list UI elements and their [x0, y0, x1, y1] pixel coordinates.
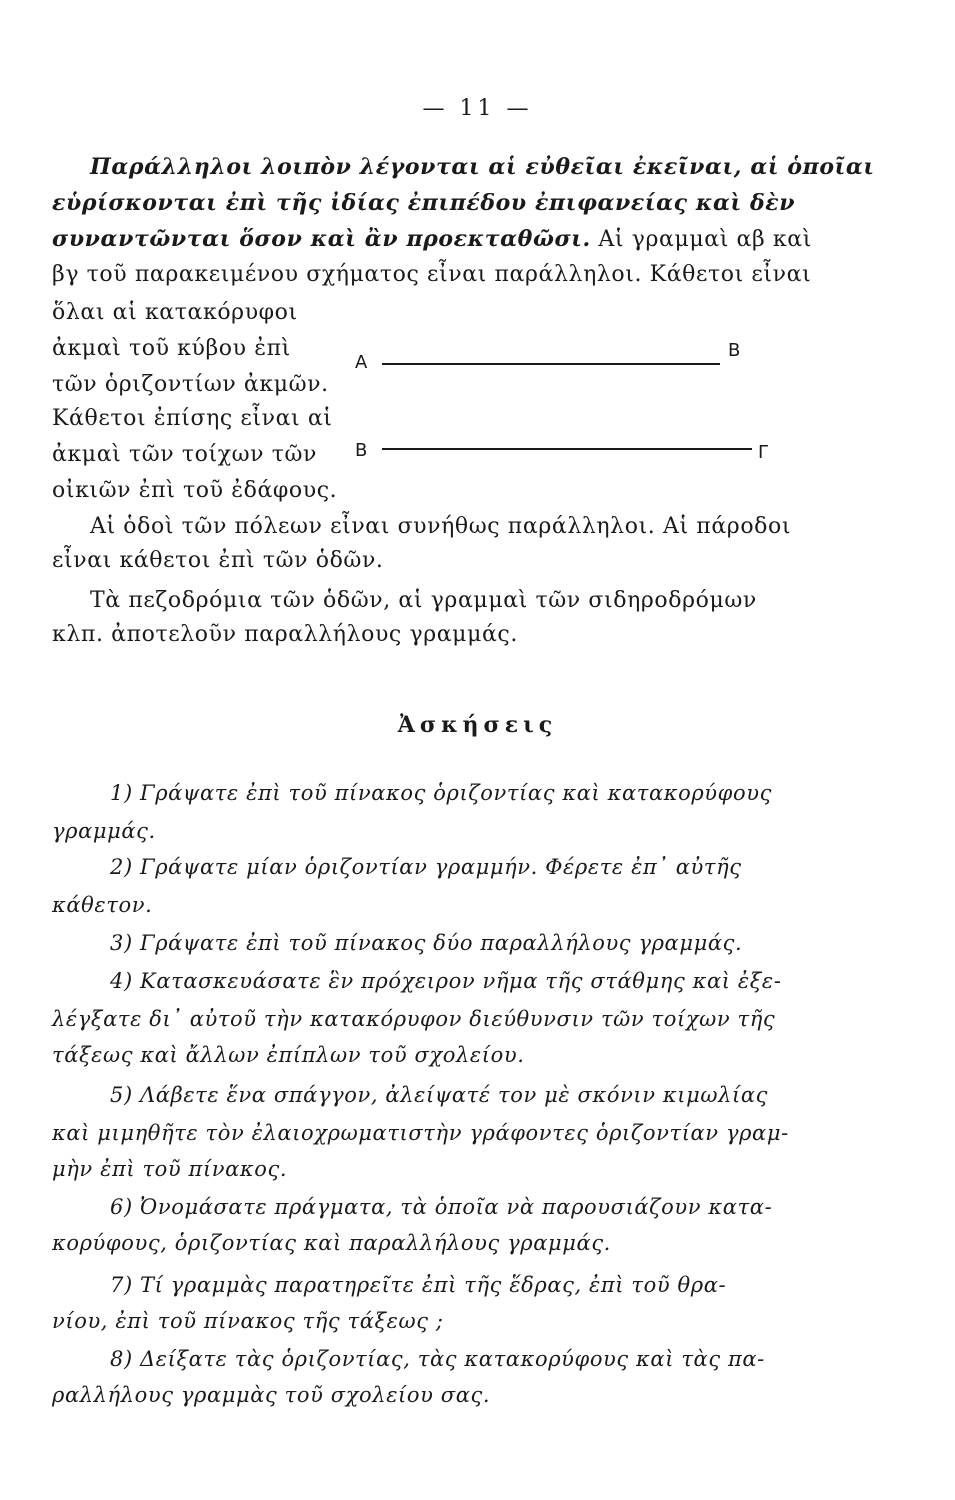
definition-line-5: ὅλαι αἱ κατακόρυφοι	[52, 300, 298, 325]
definition-line-8: Κάθετοι ἐπίσης εἶναι αἱ	[52, 406, 333, 431]
exercise-line-16: 8) Δείξατε τὰς ὁριζοντίας, τὰς κατακορύφους καὶ τὰς πα-	[110, 1347, 765, 1371]
figure-label-bottom-right: Γ	[758, 442, 769, 463]
figure-line-top	[382, 363, 720, 365]
definition-line-10: οἰκιῶν ἐπὶ τοῦ ἐδάφους.	[52, 478, 338, 503]
definition-line-4: βγ τοῦ παρακειμένου σχήματος εἶναι παράλληλοι. Κάθετοι εἶναι	[52, 262, 812, 287]
exercise-line-11: μὴν ἐπὶ τοῦ πίνακος.	[52, 1157, 288, 1181]
definition-line-2: εὑρίσκονται ἐπὶ τῆς ἰδίας ἐπιπέδου ἐπιφανείας καὶ δὲν	[52, 190, 796, 216]
exercise-line-8: τάξεως καὶ ἄλλων ἐπίπλων τοῦ σχολείου.	[52, 1043, 525, 1067]
exercise-line-4: κάθετον.	[52, 893, 153, 917]
figure-label-bottom-left: Β	[355, 440, 368, 461]
definition-line-7: τῶν ὁριζοντίων ἀκμῶν.	[52, 372, 329, 397]
figure-label-top-right: Β	[728, 340, 741, 361]
exercise-line-7: λέγξατε δι᾽ αὐτοῦ τὴν κατακόρυφον διεύθυνσιν τῶν τοίχων τῆς	[52, 1007, 776, 1031]
definition-line-3-bold: συναντῶνται ὅσον καὶ ἂν προεκταθῶσι.	[52, 226, 591, 252]
exercise-line-9: 5) Λάβετε ἕνα σπάγγον, ἀλείψατέ τον μὲ σκόνιν κιμωλίας	[110, 1083, 768, 1107]
exercise-line-1: 1) Γράψατε ἐπὶ τοῦ πίνακος ὁριζοντίας καὶ κατακορύφους	[110, 781, 772, 805]
definition-line-3	[52, 224, 812, 255]
definition-line-9: ἀκμαὶ τῶν τοίχων τῶν	[52, 442, 318, 467]
definition-line-3-rest: Αἱ γραμμαὶ αβ καὶ	[590, 227, 812, 252]
figure-label-top-left: Α	[355, 352, 368, 373]
exercise-line-15: νίου, ἐπὶ τοῦ πίνακος τῆς τάξεως ;	[52, 1309, 444, 1333]
exercise-line-2: γραμμάς.	[52, 819, 156, 843]
page-number: — 11 —	[422, 96, 533, 121]
figure-line-bottom	[382, 448, 752, 450]
exercise-line-12: 6) Ὀνομάσατε πράγματα, τὰ ὁποῖα νὰ παρουσιάζουν κατα-	[110, 1195, 773, 1219]
exercise-line-10: καὶ μιμηθῆτε τὸν ἐλαιοχρωματιστὴν γράφοντες ὁριζοντίαν γραμ-	[52, 1121, 789, 1145]
definition-line-12: εἶναι κάθετοι ἐπὶ τῶν ὁδῶν.	[52, 548, 384, 573]
exercise-line-13: κορύφους, ὁριζοντίας καὶ παραλλήλους γραμμάς.	[52, 1231, 611, 1255]
definition-line-11: Αἱ ὁδοὶ τῶν πόλεων εἶναι συνήθως παράλληλοι. Αἱ πάροδοι	[90, 514, 792, 539]
exercises-heading: Ἀσκήσεις	[397, 712, 558, 738]
exercise-line-6: 4) Κατασκευάσατε ἓν πρόχειρον νῆμα τῆς στάθμης καὶ ἐξε-	[110, 969, 782, 993]
exercise-line-17: ραλλήλους γραμμὰς τοῦ σχολείου σας.	[52, 1383, 491, 1407]
exercise-line-5: 3) Γράψατε ἐπὶ τοῦ πίνακος δύο παραλλήλους γραμμάς.	[110, 931, 743, 955]
definition-line-13: Τὰ πεζοδρόμια τῶν ὁδῶν, αἱ γραμμαὶ τῶν σιδηροδρόμων	[90, 588, 757, 613]
definition-line-1: Παράλληλοι λοιπὸν λέγονται αἱ εὐθεῖαι ἐκεῖναι, αἱ ὁποῖαι	[90, 154, 875, 180]
definition-line-6: ἀκμαὶ τοῦ κύβου ἐπὶ	[52, 336, 291, 361]
exercise-line-3: 2) Γράψατε μίαν ὁριζοντίαν γραμμήν. Φέρετε ἐπ᾽ αὐτῆς	[110, 855, 742, 879]
exercise-line-14: 7) Τί γραμμὰς παρατηρεῖτε ἐπὶ τῆς ἕδρας, ἐπὶ τοῦ θρα-	[110, 1273, 727, 1297]
definition-line-14: κλπ. ἀποτελοῦν παραλλήλους γραμμάς.	[52, 622, 518, 647]
